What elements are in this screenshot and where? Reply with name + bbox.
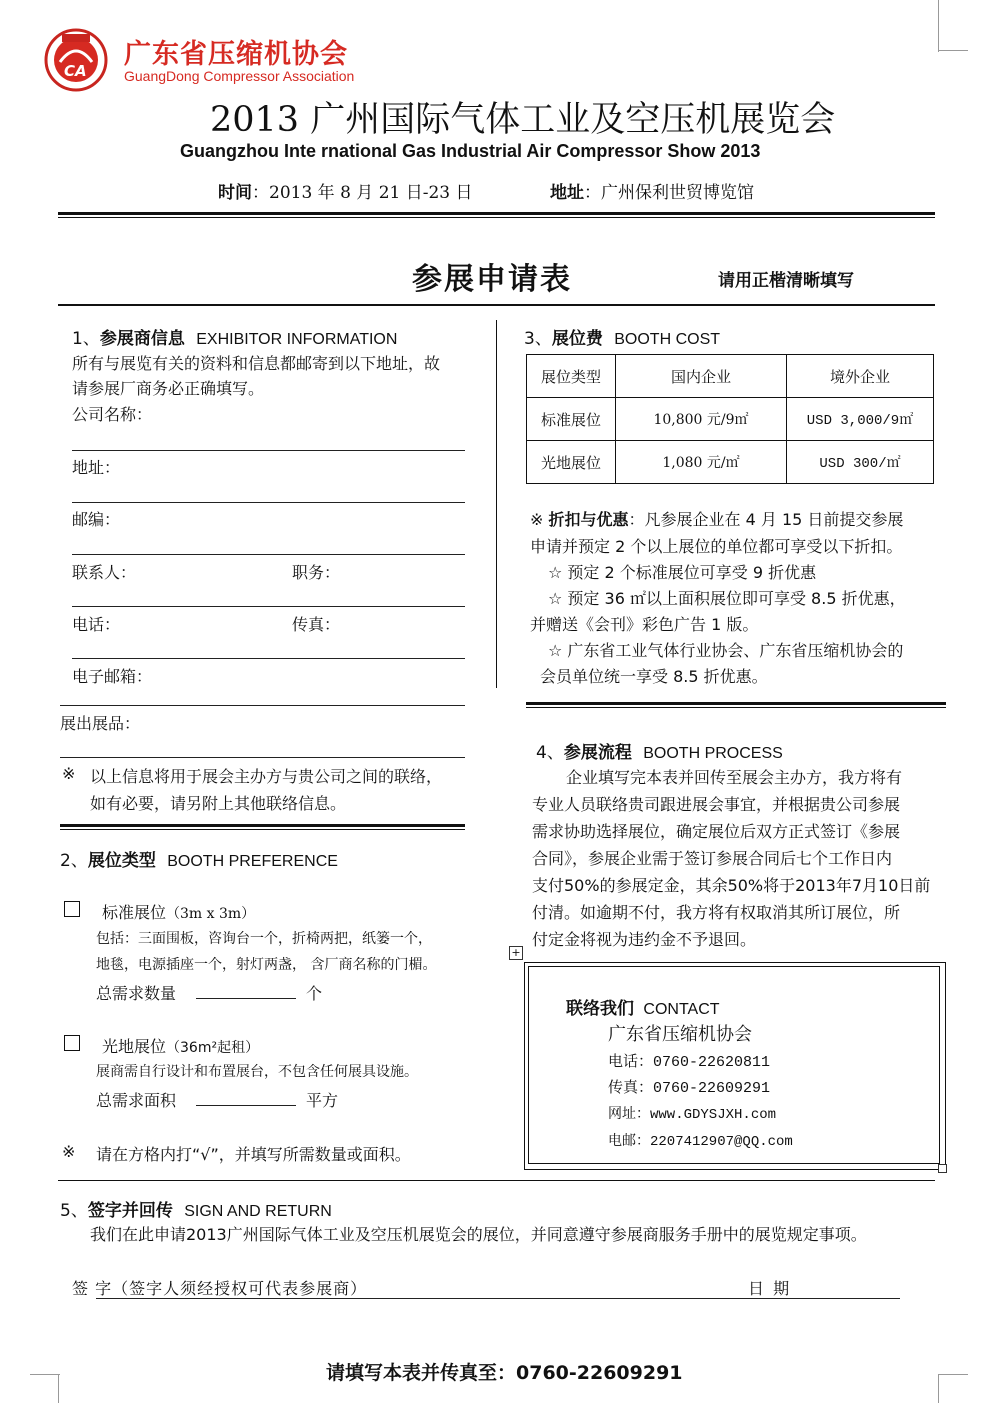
section4-title-en: BOOTH PROCESS — [643, 745, 783, 762]
table-cell: 光地展位 — [527, 441, 616, 484]
standard-booth-checkbox[interactable] — [64, 901, 80, 917]
discount-line-1 — [530, 507, 903, 530]
header-divider-thin — [58, 217, 935, 218]
process-line: 合同》，参展企业需于签订参展合同后七个工作日内 — [532, 849, 893, 868]
process-line: 专业人员联络贵司跟进展会事宜，并根据贵公司参展 — [532, 795, 901, 814]
address-field[interactable] — [72, 502, 465, 503]
postcode-field[interactable] — [72, 554, 465, 555]
time-label: 时间 — [218, 183, 252, 203]
discount-item: 并赠送《会刊》彩色广告 1 版。 — [530, 615, 759, 634]
process-line: 需求协助选择展位，确定展位后双方正式签订《参展 — [532, 822, 901, 841]
raw-area-field[interactable] — [196, 1105, 296, 1106]
association-logo — [42, 26, 382, 92]
standard-booth-size: （3m x 3m） — [166, 906, 256, 922]
contact-person-field[interactable] — [72, 606, 465, 607]
event-time — [218, 178, 473, 203]
logo-name-en: GuangDong Compressor Association — [124, 68, 355, 84]
section1-heading — [72, 324, 397, 349]
form-note: 请用正楷清晰填写 — [718, 271, 854, 291]
contact-website: 网址：www.GDYSJXH.com — [608, 1107, 777, 1123]
raw-space-desc: 展商需自行设计和布置展台，不包含任何展具设施。 — [96, 1064, 418, 1080]
section1-number: 1、 — [72, 329, 100, 349]
table-header-cell: 国内企业 — [616, 355, 787, 398]
signature-label: 签 字（签字人须经授权可代表参展商） — [72, 1279, 368, 1298]
section1-intro-1: 所有与展览有关的资料和信息都邮寄到以下地址，故 — [72, 354, 441, 373]
section1-title-cn: 参展商信息 — [99, 329, 185, 349]
phone-label: 电话： — [72, 615, 121, 634]
section1-note-2: 如有必要，请另附上其他联络信息。 — [90, 794, 347, 813]
discount-text-1: ：凡参展企业在 4 月 15 日前提交参展 — [628, 510, 904, 529]
company-name-label: 公司名称： — [72, 405, 153, 424]
section1-divider-thin — [60, 829, 465, 830]
process-line: 付清。如逾期不付，我方将有权取消其所订展位，所 — [532, 903, 901, 922]
raw-area-unit: 平方 — [306, 1091, 339, 1110]
process-line: 支付50%的参展定金，其余50%将于2013年7月10日前 — [532, 876, 931, 895]
crop-mark — [938, 50, 968, 51]
form-title: 参展申请表 — [412, 262, 572, 297]
table-header-cell: 境外企业 — [787, 355, 934, 398]
process-line: 付定金将视为违约金不予退回。 — [532, 930, 757, 949]
raw-area-label: 总需求面积 — [96, 1091, 177, 1110]
logo-name-cn: 广东省压缩机协会 — [124, 39, 348, 70]
section5-title-en: SIGN AND RETURN — [184, 1203, 332, 1220]
crop-mark — [30, 1374, 60, 1375]
table-cell: USD 3,000/9㎡ — [787, 398, 934, 441]
discount-line-2: 申请并预定 2 个以上展位的单位都可享受以下折扣。 — [530, 537, 903, 556]
contact-phone: 电话：0760-22620811 — [608, 1054, 771, 1071]
address-label: 地址 — [550, 183, 584, 203]
raw-space-checkbox[interactable] — [64, 1035, 80, 1051]
discount-item: ☆ 预定 2 个标准展位可享受 9 折优惠 — [548, 563, 817, 582]
standard-booth-desc-1: 包括：三面围板，咨询台一个，折椅两把，纸篓一个， — [96, 931, 432, 947]
standard-booth-label — [102, 900, 255, 923]
discount-title: 折扣与优惠 — [548, 510, 629, 529]
section1-note-1: 以上信息将用于展会主办方与贵公司之间的联络， — [90, 767, 443, 786]
page-title: 2013 广州国际气体工业及空压机展览会 — [210, 100, 836, 140]
contact-org: 广东省压缩机协会 — [608, 1024, 752, 1045]
header-divider — [58, 212, 935, 215]
section4-title-cn: 参展流程 — [563, 743, 632, 763]
section3-divider-thin — [526, 707, 946, 708]
section5-statement: 我们在此申请2013广州国际气体工业及空压机展览会的展位，并同意遵守参展商服务手册中的展览规定事项。 — [90, 1225, 867, 1244]
contact-resize-handle[interactable] — [938, 1164, 947, 1173]
section2-heading — [60, 846, 338, 871]
section2-number: 2、 — [60, 851, 88, 871]
logo-emblem-text: CA — [64, 62, 87, 80]
postcode-label: 邮编： — [72, 510, 121, 529]
raw-space-size: （36m²起租） — [166, 1040, 260, 1056]
crop-mark — [58, 1374, 59, 1403]
email-field[interactable] — [60, 705, 465, 706]
position-label: 职务： — [292, 563, 341, 582]
association-emblem-icon — [42, 26, 112, 92]
section3-heading — [524, 324, 720, 349]
section1-intro-2: 请参展厂商务必正确填写。 — [72, 379, 265, 398]
section2-title-en: BOOTH PREFERENCE — [167, 853, 338, 870]
discount-item: 会员单位统一享受 8.5 折优惠。 — [540, 667, 768, 686]
phone-field[interactable] — [72, 658, 465, 659]
section5-divider — [58, 1180, 935, 1181]
crop-mark — [938, 0, 939, 52]
discount-mark: ※ — [530, 510, 544, 529]
products-label: 展出展品： — [60, 714, 141, 733]
contact-person-label: 联系人： — [72, 563, 137, 582]
table-row — [527, 398, 934, 441]
section4-heading — [536, 738, 783, 763]
contact-email: 电邮：2207412907@QQ.com — [608, 1134, 793, 1150]
section1-title-en: EXHIBITOR INFORMATION — [196, 331, 398, 348]
company-name-field[interactable] — [72, 450, 465, 451]
section2-note-mark: ※ — [62, 1142, 76, 1161]
section4-number: 4、 — [536, 743, 564, 763]
crop-mark — [938, 1374, 939, 1403]
date-label: 日 期 — [748, 1279, 792, 1298]
products-field[interactable] — [60, 757, 465, 758]
form-title-divider — [58, 304, 935, 306]
page-subtitle-en: Guangzhou Inte rnational Gas Industrial Air Compressor Show 2013 — [180, 141, 761, 161]
standard-qty-unit: 个 — [306, 984, 323, 1003]
table-header-cell: 展位类型 — [527, 355, 616, 398]
table-cell: 10,800 元/9㎡ — [616, 398, 787, 441]
fax-label: 传真： — [292, 615, 341, 634]
standard-qty-label: 总需求数量 — [96, 984, 177, 1003]
section2-note: 请在方格内打“√”，并填写所需数量或面积。 — [96, 1145, 411, 1164]
time-value: ：2013 年 8 月 21 日-23 日 — [252, 183, 473, 203]
booth-cost-table — [526, 354, 934, 484]
raw-space-label — [102, 1034, 259, 1057]
section1-note-mark: ※ — [62, 764, 76, 783]
table-cell: 1,080 元/㎡ — [616, 441, 787, 484]
email-label: 电子邮箱： — [72, 667, 153, 686]
address-value: ：广州保利世贸博览馆 — [584, 183, 754, 203]
discount-item: ☆ 预定 36 ㎡以上面积展位即可享受 8.5 折优惠， — [548, 589, 906, 608]
process-line: 企业填写完本表并回传至展会主办方，我方将有 — [566, 768, 903, 787]
contact-title-en: CONTACT — [643, 1001, 720, 1018]
section2-title-cn: 展位类型 — [87, 851, 156, 871]
raw-space-name: 光地展位 — [102, 1037, 167, 1056]
section3-divider — [526, 702, 946, 705]
section3-number: 3、 — [524, 329, 552, 349]
address-field-label: 地址： — [72, 458, 121, 477]
discount-item: ☆ 广东省工业气体行业协会、广东省压缩机协会的 — [548, 641, 904, 660]
standard-booth-desc-2: 地毯，电源插座一个，射灯两盏， 含厂商名称的门楣。 — [96, 957, 437, 973]
standard-booth-name: 标准展位 — [102, 903, 167, 922]
event-address — [550, 178, 754, 203]
section3-title-cn: 展位费 — [551, 329, 603, 349]
section5-heading — [60, 1196, 332, 1221]
footer-fax-note: 请填写本表并传真至：0760-22609291 — [326, 1362, 683, 1384]
table-move-handle-icon[interactable]: + — [509, 946, 523, 960]
contact-heading — [566, 994, 720, 1019]
section5-number: 5、 — [60, 1201, 88, 1221]
contact-title-cn: 联络我们 — [566, 999, 634, 1019]
table-cell: 标准展位 — [527, 398, 616, 441]
section3-title-en: BOOTH COST — [614, 331, 721, 348]
standard-qty-field[interactable] — [196, 998, 296, 999]
table-row — [527, 441, 934, 484]
column-divider — [496, 320, 497, 688]
table-cell: USD 300/㎡ — [787, 441, 934, 484]
table-header-row — [527, 355, 934, 398]
contact-fax: 传真：0760-22609291 — [608, 1080, 771, 1097]
section1-divider — [60, 824, 465, 827]
section5-title-cn: 签字并回传 — [87, 1201, 173, 1221]
crop-mark — [938, 1374, 968, 1375]
